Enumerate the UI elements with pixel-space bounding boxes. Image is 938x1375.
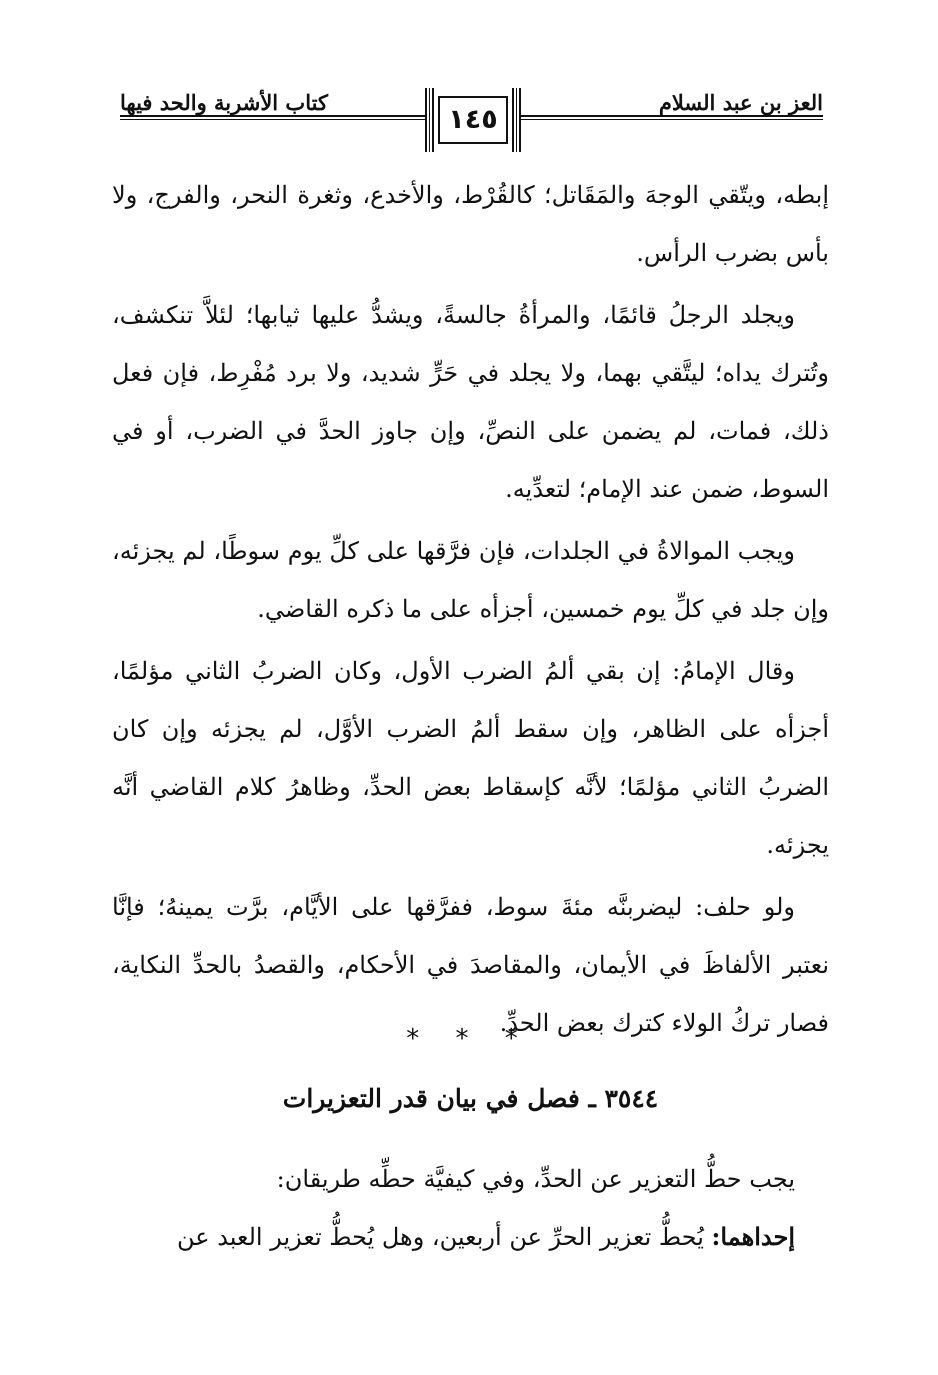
paragraph: ويجلد الرجلُ قائمًا، والمرأةُ جالسةً، ويشدُّ عليها ثيابها؛ لئلاَّ تنكشف، وتُترك يداه؛ ليتَّقي بهما، ولا يجلد في حَرٍّ شديد، ولا برد مُفْرِط، فإن فعل ذلك، فمات، لم يضمن على النصِّ، وإن جاوز الحدَّ في الضرب، أو في السوط، ضمن عند الإمام؛ لتعدِّيه. <box>112 301 829 503</box>
section-text <box>112 1150 829 1266</box>
first-way-text: يُحطُّ تعزير الحرِّ عن أربعين، وهل يُحطُّ تعزير العبد عن <box>176 1223 712 1251</box>
section-heading: ٣٥٤٤ ـ فصل في بيان قدر التعزيرات <box>282 1084 659 1113</box>
section-separator: * * * <box>406 1024 532 1054</box>
paragraph: إبطه، ويتّقي الوجهَ والمَقَاتل؛ كالقُرْط، والأخدع، وثغرة النحر، والفرج، ولا بأس بضرب الرأس. <box>112 181 829 267</box>
paragraph: ويجب الموالاةُ في الجلدات، فإن فرَّقها على كلِّ يوم سوطًا، لم يجزئه، وإن جلد في كلِّ يوم خمسين، أجزأه على ما ذكره القاضي. <box>112 537 829 623</box>
running-header <box>120 88 823 158</box>
page-number-frame <box>425 88 521 152</box>
frame-left-bar <box>425 88 434 152</box>
first-way-label: إحداهما: <box>711 1222 795 1251</box>
main-text <box>112 166 829 1056</box>
paragraph: ولو حلف: ليضربنَّه مئةَ سوط، ففرَّقها على الأيَّام، برَّت يمينهُ؛ فإنَّا نعتبر الألفاظَ في الأيمان، والمقاصدَ في الأحكام، والقصدُ بالحدِّ النكاية، فصار تركُ الولاء كترك بعض الحدِّ. <box>112 893 829 1037</box>
section-intro: يجب حطُّ التعزير عن الحدِّ، وفي كيفيَّة حطِّه طريقان: <box>276 1165 795 1193</box>
page-number: ١٤٥ <box>438 96 508 144</box>
running-book-title: كتاب الأشربة والحد فيها <box>120 90 328 115</box>
section-first-way <box>112 1208 829 1266</box>
running-author: العز بن عبد السلام <box>658 90 823 115</box>
paragraph: وقال الإمامُ: إن بقي ألمُ الضرب الأول، وكان الضربُ الثاني مؤلمًا، أجزأه على الظاهر، وإن سقط ألمُ الضرب الأوَّل، لم يجزئه وإن كان الضربُ الثاني مؤلمًا؛ لأنَّه كإسقاط بعض الحدِّ، وظاهرُ كلام القاضي أنَّه يجزئه. <box>112 657 829 859</box>
frame-right-bar <box>512 88 521 152</box>
